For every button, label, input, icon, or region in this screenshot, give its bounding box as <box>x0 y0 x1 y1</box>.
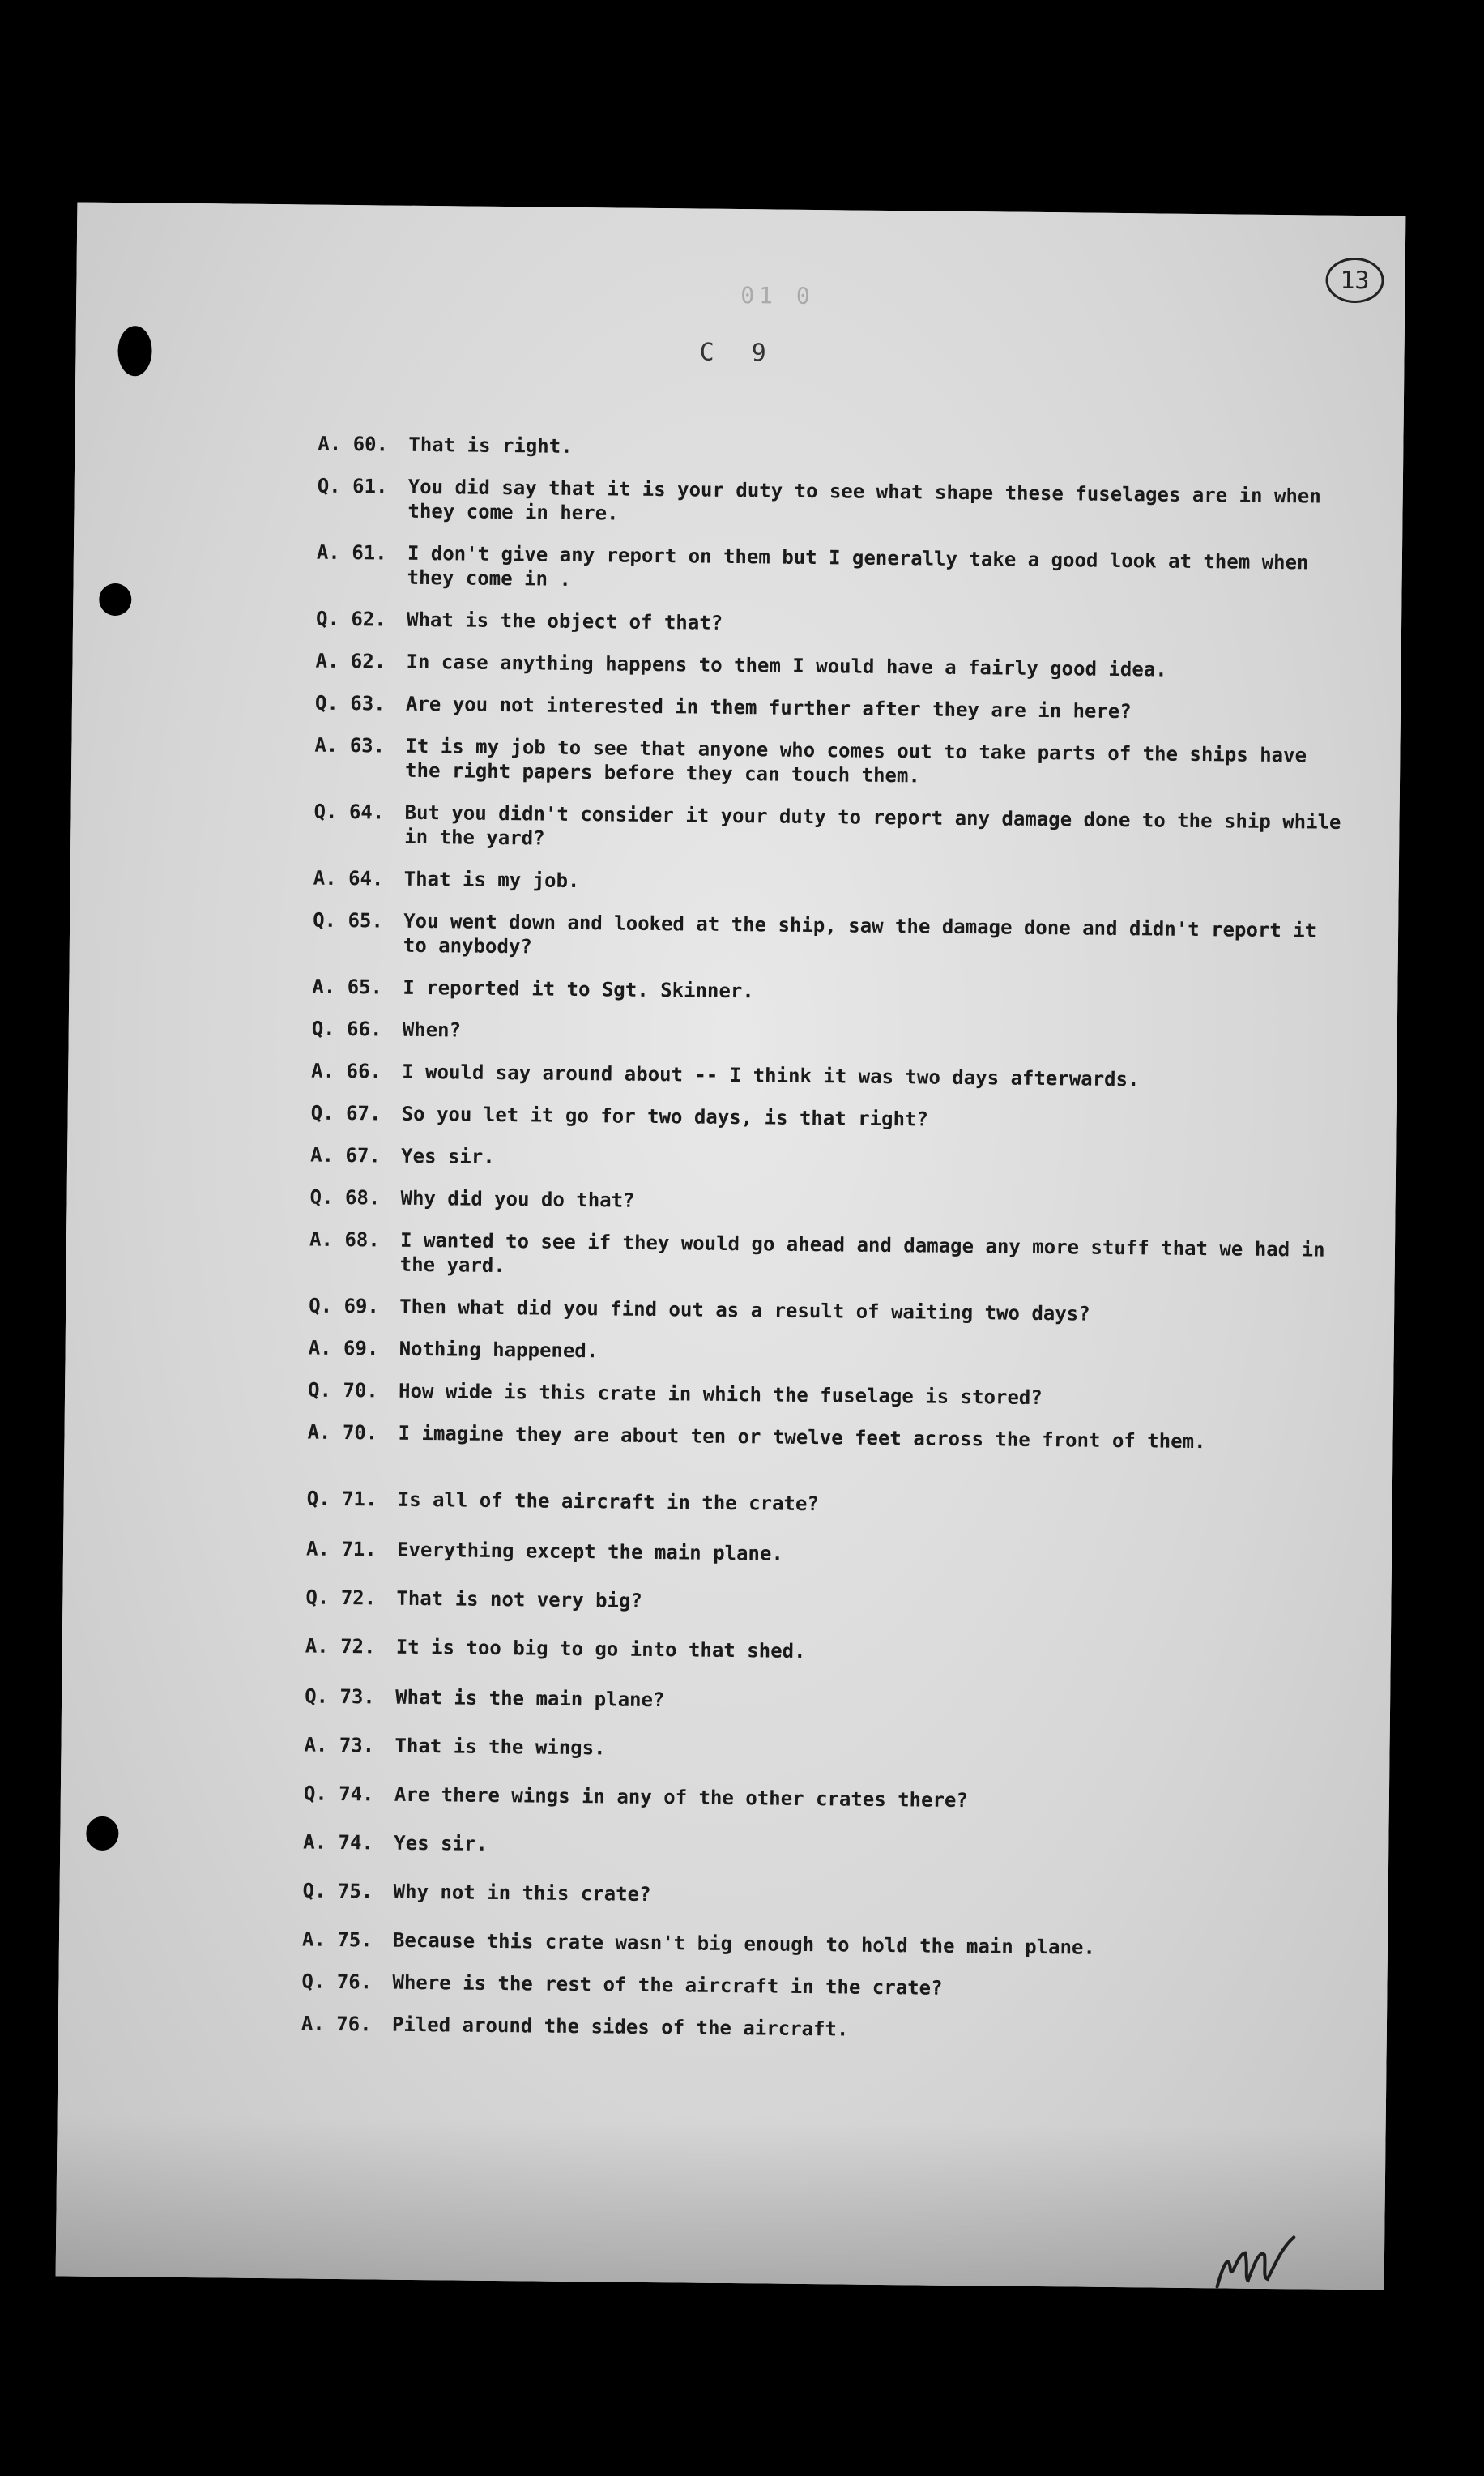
entry-text: Nothing happened. <box>399 1337 599 1363</box>
entry-text: You did say that it is your duty to see what shape these fuselages are in when they come in here. <box>407 475 1321 525</box>
entry-number: A. 71. <box>305 1537 377 1561</box>
transcript-entry <box>304 1782 1333 1816</box>
entry-number: A. 70. <box>307 1420 378 1445</box>
entry-number: A. 63. <box>314 733 386 758</box>
entry-number: A. 74. <box>303 1830 374 1855</box>
transcript-entry <box>305 1586 1334 1620</box>
transcript <box>301 432 1347 2041</box>
entry-number: Q. 64. <box>313 800 385 824</box>
transcript-entry <box>307 1420 1336 1455</box>
entry-text: Why not in this crate? <box>393 1880 651 1906</box>
entry-number: Q. 61. <box>317 474 388 498</box>
entry-text: You went down and looked at the ship, saw the damage done and didn't report it to anybody? <box>403 909 1317 958</box>
transcript-entry <box>311 1101 1340 1136</box>
entry-number: A. 64. <box>313 866 384 890</box>
transcript-entry <box>312 1017 1341 1052</box>
entry-number: Q. 76. <box>301 1970 373 1994</box>
entry-number: A. 73. <box>304 1733 375 1757</box>
transcript-entry <box>304 1733 1333 1768</box>
transcript-entry <box>316 607 1345 642</box>
entry-number: Q. 70. <box>307 1378 378 1402</box>
transcript-entry <box>312 975 1341 1010</box>
entry-number: Q. 71. <box>306 1487 377 1511</box>
transcript-entry <box>302 1927 1331 1962</box>
entry-number: Q. 67. <box>310 1101 382 1125</box>
entry-number: A. 68. <box>309 1227 380 1252</box>
transcript-entry <box>315 691 1344 726</box>
transcript-entry <box>313 800 1343 859</box>
entry-number: A. 62. <box>315 649 386 673</box>
transcript-entry <box>316 540 1345 600</box>
transcript-entry <box>315 649 1344 684</box>
entry-text: When? <box>402 1018 462 1042</box>
entry-number: Q. 75. <box>302 1879 373 1903</box>
entry-text: Because this crate wasn't big enough to hold the main plane. <box>392 1928 1096 1959</box>
transcript-entry <box>308 1336 1337 1371</box>
entry-number: A. 60. <box>318 432 389 456</box>
entry-number: A. 75. <box>301 1927 373 1952</box>
entry-text: Yes sir. <box>400 1144 495 1168</box>
punch-hole-upper-middle <box>99 583 131 616</box>
entry-text: I would say around about -- I think it was two days afterwards. <box>402 1060 1140 1091</box>
transcript-entry <box>309 1227 1339 1287</box>
entry-number: Q. 74. <box>303 1782 374 1806</box>
entry-text: That is right. <box>408 433 573 458</box>
entry-number: A. 67. <box>310 1143 381 1168</box>
entry-text: So you let it go for two days, is that right? <box>401 1102 929 1131</box>
transcript-entry <box>306 1537 1335 1572</box>
entry-text: That is the wings. <box>394 1734 606 1760</box>
entry-text: Piled around the sides of the aircraft. <box>391 2013 849 2041</box>
entry-number: A. 76. <box>301 2012 372 2036</box>
entry-number: A. 72. <box>305 1634 376 1658</box>
transcript-entry <box>310 1143 1339 1178</box>
document-page <box>56 202 1406 2290</box>
entry-text: In case anything happens to them I would have a fairly good idea. <box>406 650 1167 681</box>
entry-number: Q. 66. <box>311 1017 382 1041</box>
entry-text: I wanted to see if they would go ahead and damage any more stuff that we had in the yard. <box>399 1228 1325 1278</box>
entry-text: I reported it to Sgt. Skinner. <box>403 975 754 1003</box>
transcript-entry <box>307 1487 1336 1522</box>
folio-number: 13 <box>1325 258 1384 304</box>
entry-number: A. 69. <box>308 1336 379 1360</box>
transcript-entry <box>313 866 1342 901</box>
scan-shading <box>56 2114 1386 2290</box>
transcript-entry <box>311 1059 1340 1094</box>
entry-number: Q. 62. <box>315 607 386 631</box>
entry-number: A. 66. <box>311 1059 382 1083</box>
entry-number: A. 65. <box>312 975 383 999</box>
transcript-entry <box>301 1970 1330 2004</box>
entry-number: Q. 68. <box>309 1185 381 1210</box>
transcript-entry <box>314 733 1344 792</box>
entry-number: Q. 63. <box>314 691 386 715</box>
entry-text: That is my job. <box>403 867 580 893</box>
entry-number: Q. 72. <box>305 1586 377 1610</box>
entry-text: That is not very big? <box>396 1586 642 1612</box>
entry-text: How wide is this crate in which the fuselage is stored? <box>398 1379 1043 1410</box>
entry-number: Q. 65. <box>313 908 384 933</box>
transcript-entry <box>301 2012 1330 2047</box>
entry-text: Is all of the aircraft in the crate? <box>397 1488 819 1516</box>
entry-text: Are you not interested in them further after they are in here? <box>405 692 1132 724</box>
transcript-entry <box>305 1684 1333 1719</box>
transcript-entry <box>313 908 1342 967</box>
faded-stamp: 01 0 <box>740 282 815 310</box>
entry-text: What is the object of that? <box>406 608 723 634</box>
transcript-entry <box>303 1830 1332 1865</box>
transcript-entry <box>309 1185 1338 1220</box>
entry-text: Are there wings in any of the other crates there? <box>394 1782 969 1812</box>
entry-text: Why did you do that? <box>400 1186 635 1212</box>
transcript-entry <box>318 432 1346 467</box>
entry-text: Then what did you find out as a result of waiting two days? <box>399 1295 1090 1326</box>
entry-text: But you didn't consider it your duty to report any damage done to the ship while in the yard? <box>404 800 1341 850</box>
entry-text: It is too big to go into that shed. <box>395 1635 806 1663</box>
entry-number: Q. 69. <box>309 1294 380 1318</box>
transcript-entry <box>305 1634 1334 1669</box>
page-code: C 9 <box>699 338 778 368</box>
transcript-entry <box>309 1294 1337 1329</box>
transcript-entry <box>308 1378 1337 1413</box>
punch-hole-lower <box>86 1816 118 1851</box>
entry-text: It is my job to see that anyone who comes out to take parts of the ships have the right papers before they can touch them. <box>404 734 1307 788</box>
entry-number: Q. 73. <box>305 1684 375 1709</box>
entry-text: What is the main plane? <box>395 1685 665 1712</box>
entry-text: I imagine they are about ten or twelve feet across the front of them. <box>398 1421 1206 1454</box>
entry-text: I don't give any report on them but I generally take a good look at them when they come in . <box>407 541 1309 591</box>
entry-text: Everything except the main plane. <box>396 1538 784 1565</box>
punch-hole-top <box>117 326 152 376</box>
entry-number: A. 61. <box>316 540 387 565</box>
entry-text: Where is the rest of the aircraft in the crate? <box>392 1970 943 2000</box>
entry-text: Yes sir. <box>394 1831 488 1855</box>
transcript-entry <box>302 1879 1331 1914</box>
transcript-entry <box>317 474 1346 533</box>
